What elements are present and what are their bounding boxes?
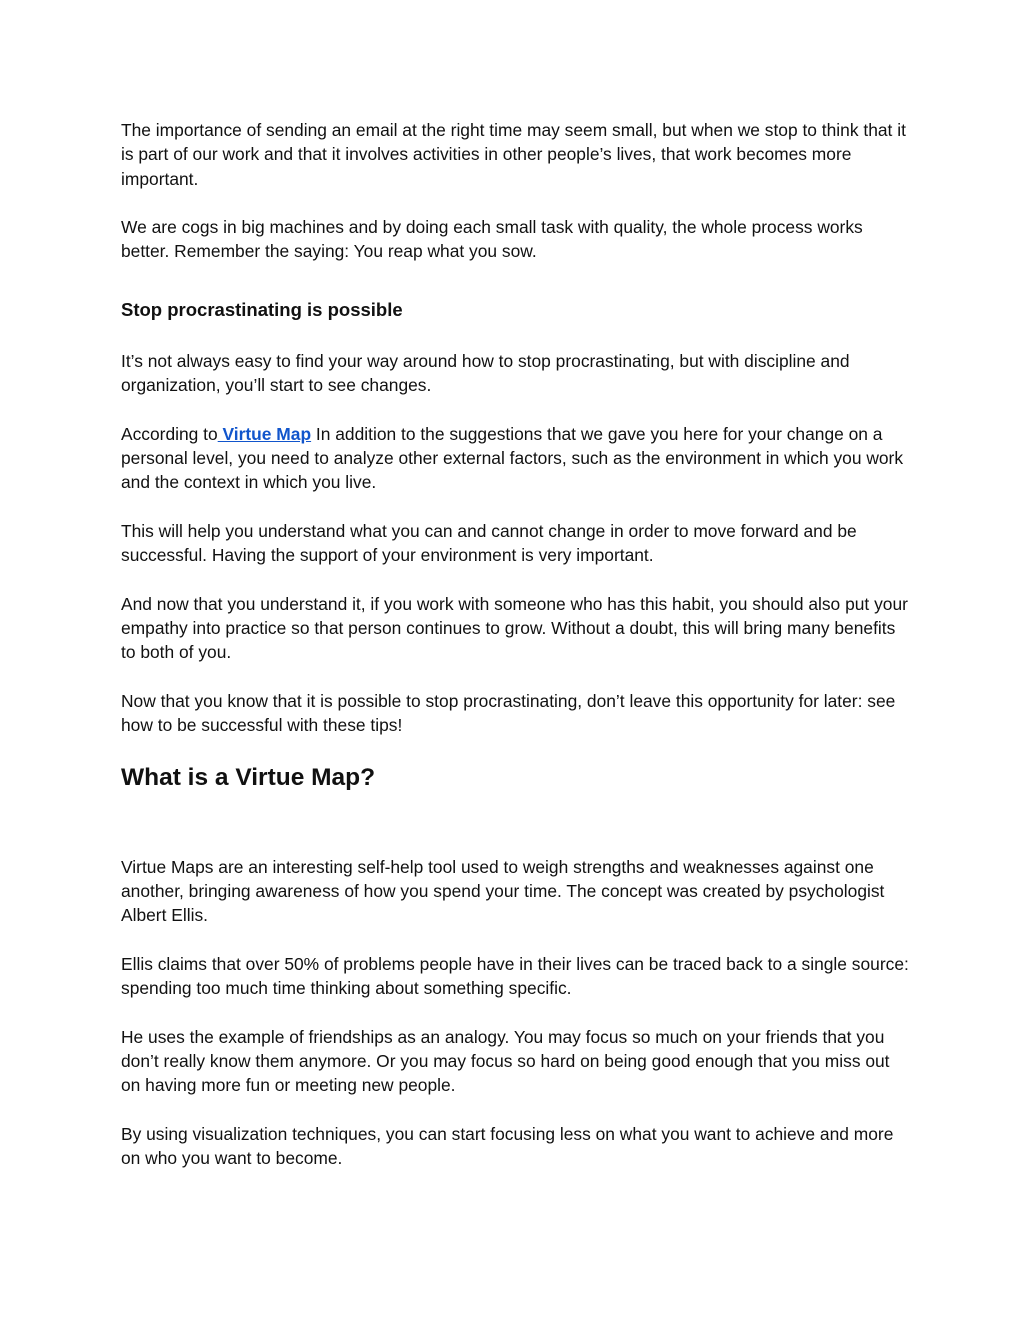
section-heading-virtue-map: What is a Virtue Map? — [121, 763, 376, 791]
paragraph-friendships-analogy: He uses the example of friendships as an analogy. You may focus so much on your friends that you don’t really know them anymore. Or you may focus so hard on being good enough that you miss out on having more fun or meeting new people. — [121, 1026, 890, 1096]
paragraph-visualization: By using visualization techniques, you can start focusing less on what you want to achieve and more on who you want to become. — [121, 1123, 894, 1169]
paragraph-virtue-maps-definition: Virtue Maps are an interesting self-help tool used to weigh strengths and weaknesses against one another, bringing awareness of how you spend your time. The concept was created by psychologist Albert Ellis. — [121, 856, 885, 926]
paragraph-according-to-lead: According to — [121, 423, 218, 444]
paragraph-according-to-rest: In addition to the suggestions that we gave you here for your change on a personal level, you need to analyze other external factors, such as the environment in which you work and the context in which you live. — [121, 423, 904, 493]
paragraph-according-to — [121, 422, 911, 495]
paragraph-email-timing: The importance of sending an email at the right time may seem small, but when we stop to think that it is part of our work and that it involves activities in other people’s lives, that work becomes more important. — [121, 120, 906, 189]
document-page — [121, 118, 911, 1170]
paragraph-discipline: It’s not always easy to find your way around how to stop procrastinating, but with discipline and organization, you’ll start to see changes. — [121, 350, 850, 396]
virtue-map-link[interactable]: Virtue Map — [217, 423, 312, 444]
paragraph-understand-change: This will help you understand what you can and cannot change in order to move forward and be successful. Having the support of your environment is very important. — [121, 520, 857, 566]
paragraph-empathy: And now that you understand it, if you work with someone who has this habit, you should also put your empathy into practice so that person continues to grow. Without a doubt, this will bring many benefits to both of you. — [121, 593, 908, 663]
paragraph-cogs: We are cogs in big machines and by doing each small task with quality, the whole process works better. Remember the saying: You reap what you sow. — [121, 217, 863, 262]
paragraph-opportunity: Now that you know that it is possible to stop procrastinating, don’t leave this opportunity for later: see how to be successful with these tips! — [121, 690, 896, 736]
paragraph-ellis-claims: Ellis claims that over 50% of problems people have in their lives can be traced back to a single source: spending too much time thinking about something specific. — [121, 953, 909, 999]
section-heading-procrastinating: Stop procrastinating is possible — [121, 298, 403, 320]
